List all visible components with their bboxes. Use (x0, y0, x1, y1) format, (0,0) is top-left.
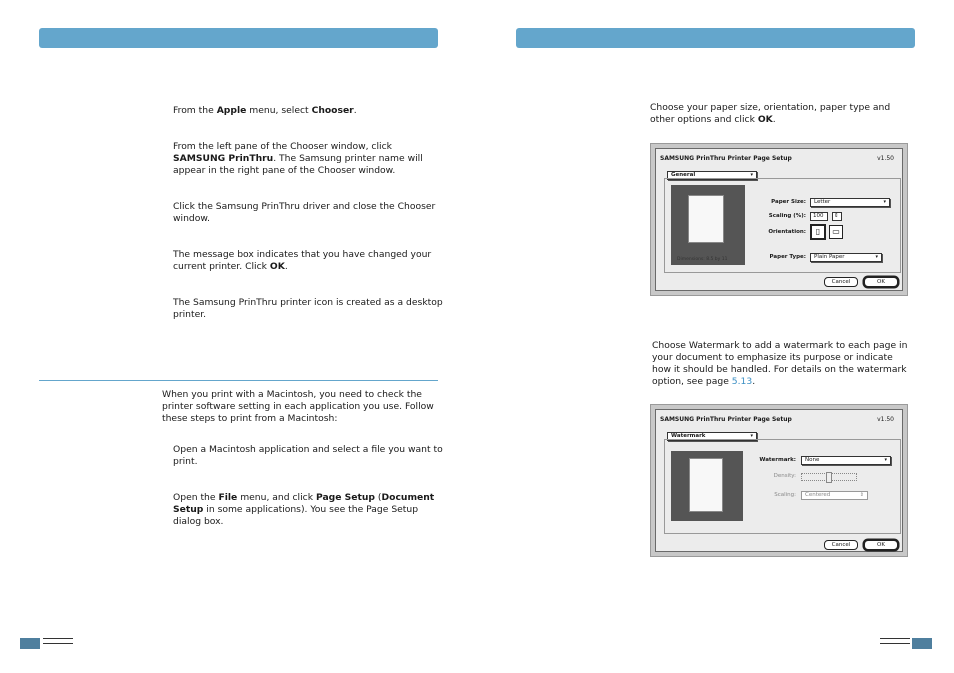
portrait-orientation-icon[interactable]: ▯ (811, 225, 825, 239)
right-page-tab (912, 638, 932, 649)
watermark-scaling-label: Scaling: (774, 492, 796, 498)
dialog-version: v1.50 (877, 155, 894, 162)
paper-size-select[interactable] (810, 198, 890, 207)
density-slider-knob[interactable] (826, 472, 832, 483)
watermark-select[interactable] (801, 456, 891, 465)
chevron-down-icon: ▾ (750, 433, 753, 439)
page-preview (671, 185, 745, 265)
dialog-title: SAMSUNG PrinThru Printer Page Setup (660, 155, 792, 162)
page-setup-instruction: Choose your paper size, orientation, paper type and other options and click OK. (650, 102, 891, 125)
page-setup-dialog-watermark (650, 404, 908, 557)
paper-type-select[interactable] (810, 253, 882, 262)
density-slider[interactable] (801, 473, 857, 481)
step-1: From the Apple menu, select Chooser. (173, 105, 357, 116)
paper-preview-icon (688, 195, 724, 243)
chevron-down-icon: ⇕ (859, 492, 864, 498)
watermark-label: Watermark: (759, 457, 796, 463)
watermark-scaling-select[interactable] (801, 491, 868, 500)
paper-type-label: Paper Type: (769, 254, 806, 260)
print-step-1: Open a Macintosh application and select a file you want to print. (173, 444, 443, 467)
right-header-bar (516, 28, 915, 48)
dialog-version: v1.50 (877, 416, 894, 423)
section-divider (39, 380, 438, 381)
panel-select-value: Watermark (671, 433, 706, 439)
page-link[interactable]: 5.13 (731, 376, 753, 387)
step-5: The Samsung PrinThru printer icon is created as a desktop printer. (173, 297, 443, 320)
step-4: The message box indicates that you have changed your current printer. Click OK. (173, 249, 432, 272)
chevron-down-icon: ▾ (884, 457, 887, 463)
page-preview (671, 451, 743, 521)
cancel-button[interactable]: Cancel (824, 277, 858, 287)
watermark-value: None (805, 457, 820, 463)
chevron-down-icon: ▾ (750, 172, 753, 178)
density-label: Density: (773, 473, 796, 479)
dimensions-label: Dimensions: 8.5 by 11 (677, 257, 728, 262)
landscape-orientation-icon[interactable]: ▭ (829, 225, 843, 239)
step-3: Click the Samsung PrinThru driver and close the Chooser window. (173, 201, 436, 224)
left-page-tab (20, 638, 40, 649)
orientation-label: Orientation: (768, 229, 806, 235)
step-2: From the left pane of the Chooser window, click SAMSUNG PrinThru. The Samsung printer name will appear in the right pane of the Chooser window. (173, 141, 423, 176)
ok-button[interactable]: OK (864, 277, 898, 287)
paper-preview-icon (689, 458, 723, 512)
scaling-label: Scaling (%): (768, 213, 806, 219)
paper-size-value: Letter (814, 199, 831, 205)
printing-intro: When you print with a Macintosh, you need to check the printer software setting in each application you use. Follow these steps to print from a Macintosh: (162, 389, 434, 424)
paper-type-value: Plain Paper (814, 254, 845, 260)
panel-select-value: General (671, 172, 696, 178)
page-setup-dialog-general (650, 143, 908, 296)
scaling-input[interactable]: 100 (810, 212, 828, 221)
right-footer-lines (880, 638, 910, 649)
watermark-instruction: Choose Watermark to add a watermark to each page in your document to emphasize its purpose or indicate how it should be handled. For details on the watermark option, see page 5.13. (652, 340, 908, 387)
scaling-stepper[interactable]: ⇕ (832, 212, 842, 221)
cancel-button[interactable]: Cancel (824, 540, 858, 550)
dialog-title: SAMSUNG PrinThru Printer Page Setup (660, 416, 792, 423)
left-footer-lines (43, 638, 73, 649)
ok-button[interactable]: OK (864, 540, 898, 550)
paper-size-label: Paper Size: (771, 199, 806, 205)
watermark-scaling-value: Centered (805, 492, 831, 498)
chevron-down-icon: ▾ (875, 254, 878, 260)
left-header-bar (39, 28, 438, 48)
print-step-2: Open the File menu, and click Page Setup (Document Setup in some applications). You see the Page Setup dialog box. (173, 492, 435, 527)
chevron-down-icon: ▾ (883, 199, 886, 205)
